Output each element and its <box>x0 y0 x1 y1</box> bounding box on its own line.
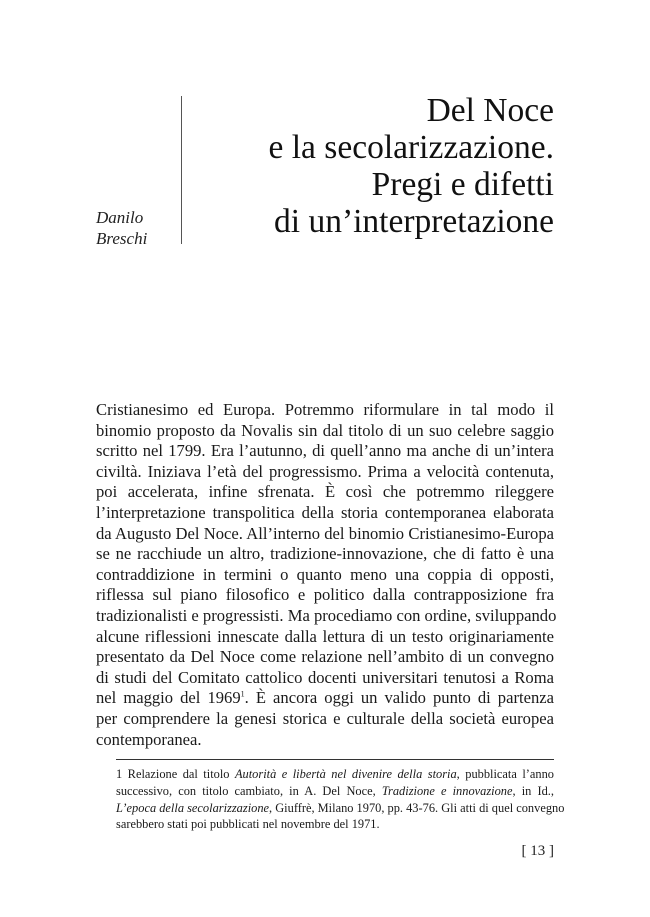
body-line: alcune riflessioni innescate dalla lettura di un testo originariamente <box>96 626 554 646</box>
footnote-line <box>116 783 554 800</box>
body-text-segment: nel maggio del 1969 <box>96 688 241 708</box>
author-name <box>96 207 147 249</box>
body-line: da Augusto Del Noce. All’interno del binomio Cristianesimo-Europa <box>96 523 554 543</box>
body-line: per comprendere la genesi storica e culturale della società europea <box>96 708 554 728</box>
title-line: Pregi e difetti <box>371 166 554 203</box>
title-line: di un’interpretazione <box>274 203 554 240</box>
footnote-text: , in Id., <box>512 783 554 798</box>
body-line: scritto nel 1799. Era l’autunno, di quell’anno ma anche di un’intera <box>96 441 554 461</box>
body-line: se ne racchiude un altro, tradizione-innovazione, che di fatto è una <box>96 544 554 564</box>
body-line: l’interpretazione transpolitica della storia contemporanea elaborata <box>96 502 554 522</box>
body-line <box>96 688 554 709</box>
page-number: [ 13 ] <box>521 843 554 859</box>
footnote-cited-title: Autorità e libertà nel divenire della storia <box>234 767 457 781</box>
footnote <box>116 766 565 833</box>
body-line: binomio proposto da Novalis sin dal titolo di un suo celebre saggio <box>96 420 554 440</box>
footnote-line <box>116 800 565 817</box>
title-line: Del Noce <box>426 92 554 129</box>
body-line: Cristianesimo ed Europa. Potremmo riformulare in tal modo il <box>96 400 554 419</box>
footnote-line <box>116 766 554 783</box>
footnote-reference[interactable]: 1 <box>240 689 245 699</box>
author-last-name: Breschi <box>96 229 148 248</box>
footnote-divider <box>116 759 554 760</box>
footnote-text: 1 Relazione dal titolo <box>116 767 235 781</box>
body-line: civiltà. Iniziava l’età del progressismo. Prima a velocità contenuta, <box>96 461 554 481</box>
footnote-text: , Giuffrè, Milano 1970, pp. 43-76. Gli atti di quel convegno <box>269 800 565 815</box>
body-line: poi accelerata, infine sfrenata. È così che potremmo rileggere <box>96 482 554 502</box>
footnote-cited-title: L’epoca della secolarizzazione <box>116 800 270 815</box>
title-line: e la secolarizzazione. <box>268 129 554 166</box>
body-line: di studi del Comitato cattolico docenti universitari tenutosi a Roma <box>96 667 554 687</box>
body-text-segment: . È ancora oggi un valido punto di partenza <box>244 688 555 708</box>
body-line: presentato da Del Noce come relazione nell’ambito di un convegno <box>96 647 554 667</box>
body-line: contraddizione in termini o quanto meno una coppia di opposti, <box>96 564 554 584</box>
author-first-name: Danilo <box>96 208 144 227</box>
body-line: contemporanea. <box>96 729 202 749</box>
body-line: riflessa sul piano filosofico e politico dalla contrapposizione fra <box>96 585 554 605</box>
article-title <box>154 92 554 240</box>
footnote-cited-title: Tradizione e innovazione <box>381 783 513 798</box>
footnote-text: successivo, con titolo cambiato, in A. Del Noce, <box>116 783 382 798</box>
footnote-line: sarebbero stati poi pubblicati nel novembre del 1971. <box>116 817 380 832</box>
body-paragraph <box>96 400 557 750</box>
footnote-text: , pubblicata l’anno <box>456 767 554 781</box>
body-line: tradizionalisti e progressisti. Ma procediamo con ordine, sviluppando <box>96 605 557 625</box>
